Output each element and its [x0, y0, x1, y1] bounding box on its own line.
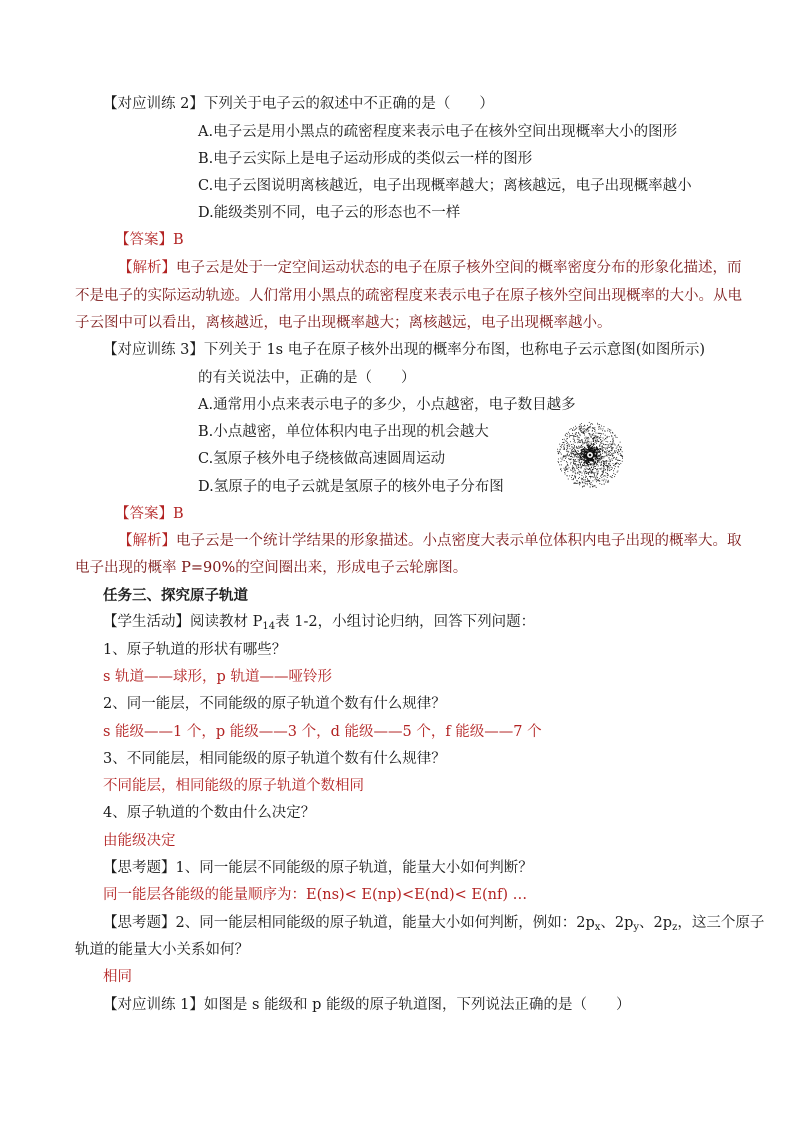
q3-analysis-label: 【解析】: [118, 533, 176, 549]
think-question-1: 【思考题】1、同一能层不同能级的原子轨道，能量大小如何判断？: [103, 860, 533, 876]
task3-question-2: 2、同一能层，不同能级的原子轨道个数有什么规律？: [103, 696, 446, 712]
q2-stem: 【对应训练 2】下列关于电子云的叙述中不正确的是（ ）: [103, 96, 494, 112]
task3-question-3: 3、不同能层，相同能级的原子轨道个数有什么规律？: [103, 751, 446, 767]
task3-question-1: 1、原子轨道的形状有哪些？: [103, 642, 287, 658]
task3-question-4: 4、原子轨道的个数由什么决定？: [103, 805, 316, 821]
q3-stem-line-1: 【对应训练 3】下列关于 1s 电子在原子核外出现的概率分布图，也称电子云示意图(如图所示): [103, 342, 706, 358]
q2-analysis-line-2: 不是电子的实际运动轨迹。人们常用小黑点的疏密程度来表示电子在原子核外空间出现概率的大小。从电: [75, 288, 742, 304]
task3-answer-1: s 轨道——球形，p 轨道——哑铃形: [103, 669, 332, 685]
q2-option-a: A.电子云是用小黑点的疏密程度来表示电子在核外空间出现概率大小的图形: [198, 124, 678, 140]
task3-answer-3: 不同能层，相同能级的原子轨道个数相同: [103, 778, 364, 794]
q3-option-a: A.通常用小点来表示电子的多少，小点越密，电子数目越多: [198, 397, 576, 413]
q2-option-d: D.能级类别不同，电子云的形态也不一样: [198, 205, 461, 221]
q3-analysis-line-1: 【解析】电子云是一个统计学结果的形象描述。小点密度大表示单位体积内电子出现的概率大。取: [118, 533, 742, 549]
think-question-2-line-1: 【思考题】2、同一能层相同能级的原子轨道，能量大小如何判断，例如：$2p_x$、$2p_y$、$2p_z$，这三个原子: [103, 915, 765, 933]
next-question-stem: 【对应训练 1】如图是 s 能级和 p 能级的原子轨道图，下列说法正确的是（ ）: [103, 997, 631, 1013]
task3-answer-4: 由能级决定: [103, 833, 176, 849]
think-answer-1: 同一能层各能级的能量顺序为：E(ns)< E(np)<E(nd)< E(nf) …: [103, 887, 528, 903]
task3-answer-2: s 能级——1 个，p 能级——3 个，d 能级——5 个，f 能级——7 个: [103, 724, 542, 740]
q2-option-c: C.电子云图说明离核越近，电子出现概率越大；离核越远，电子出现概率越小: [198, 178, 692, 194]
q2-analysis-line-1: 【解析】电子云是处于一定空间运动状态的电子在原子核外空间的概率密度分布的形象化描述，而: [118, 260, 742, 276]
q3-option-b: B.小点越密，单位体积内电子出现的机会越大: [198, 424, 489, 440]
q3-option-c: C.氢原子核外电子绕核做高速圆周运动: [198, 451, 446, 467]
q2-analysis-line-3: 子云图中可以看出，离核越近，电子出现概率越大；离核越远，电子出现概率越小。: [75, 315, 612, 331]
think-question-2-line-2: 轨道的能量大小关系如何？: [75, 942, 249, 958]
electron-cloud-figure: [555, 420, 625, 490]
task3-title: 任务三、探究原子轨道: [103, 587, 248, 604]
q2-option-b: B.电子云实际上是电子运动形成的类似云一样的图形: [198, 151, 533, 167]
task3-activity: 【学生活动】阅读教材 $P_{14}$表 1-2，小组讨论归纳，回答下列问题：: [103, 614, 536, 632]
q3-answer: 【答案】B: [115, 506, 184, 522]
q2-answer: 【答案】B: [115, 232, 184, 248]
think-answer-2: 相同: [103, 969, 132, 985]
q3-option-d: D.氢原子的电子云就是氢原子的核外电子分布图: [198, 479, 504, 495]
q2-analysis-label: 【解析】: [118, 260, 176, 276]
q3-analysis-line-2: 电子出现的概率 P=90%的空间圈出来，形成电子云轮廓图。: [75, 560, 468, 576]
q3-stem-line-2: 的有关说法中，正确的是（ ）: [198, 370, 416, 386]
